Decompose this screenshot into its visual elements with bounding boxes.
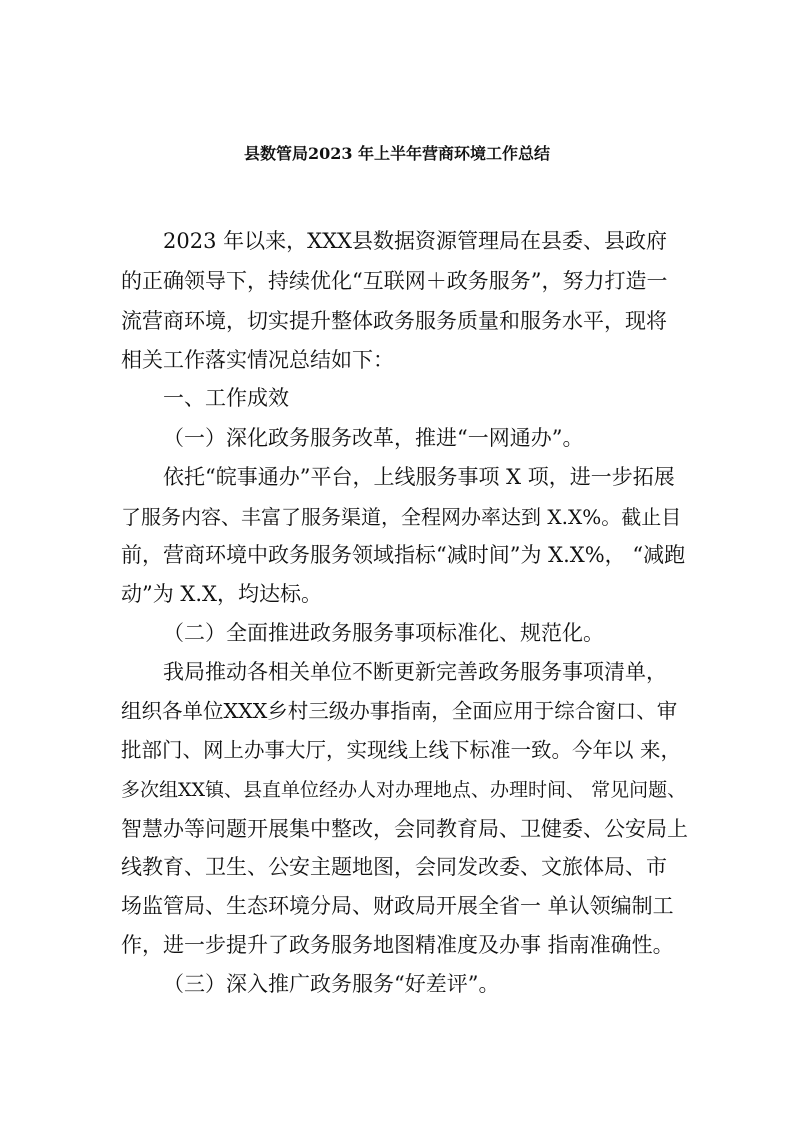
section-heading: 一、工作成效 <box>163 386 289 410</box>
paragraph-line: 动”为 X.X，均达标。 <box>121 582 322 606</box>
subsection-heading: （二）全面推进政务服务事项标准化、规范化。 <box>163 621 604 645</box>
paragraph-line: 组织各单位XXX乡村三级办事指南，全面应用于综合窗口、审 <box>121 699 678 723</box>
paragraph-line: 我局推动各相关单位不断更新完善政务服务事项清单， <box>163 660 667 684</box>
subsection-heading: （三）深入推广政务服务“好差评”。 <box>163 972 500 996</box>
document-title: 县数管局2023 年上半年营商环境工作总结 <box>243 144 551 163</box>
paragraph-line: 智慧办等问题开展集中整改，会同教育局、卫健委、公安局上 <box>121 817 688 841</box>
paragraph-line: 2023 年以来，XXX县数据资源管理局在县委、县政府 <box>163 229 667 253</box>
subsection-heading: （一）深化政务服务改革，推进“一网通办”。 <box>163 426 584 450</box>
paragraph-line: 相关工作落实情况总结如下： <box>121 348 394 372</box>
paragraph-line: 了服务内容、丰富了服务渠道，全程网办率达到 X.X%。截止目 <box>121 505 682 529</box>
paragraph-line: 的正确领导下，持续优化“互联网＋政务服务”，努力打造一 <box>121 269 668 293</box>
paragraph-line: 线教育、卫生、公安主题地图，会同发改委、文旅体局、市 <box>121 855 667 879</box>
paragraph-line: 作，进一步提升了政务服务地图精准度及办事 指南准确性。 <box>121 933 674 957</box>
paragraph-line: 前，营商环境中政务服务领域指标“减时间”为 X.X%， “减跑 <box>121 543 686 567</box>
paragraph-line: 批部门、网上办事大厅，实现线上线下标准一致。今年以 来， <box>121 738 682 762</box>
paragraph-line: 流营商环境，切实提升整体政务服务质量和服务水平，现将 <box>121 309 667 333</box>
paragraph-line: 场监管局、生态环境分局、财政局开展全省一 单认领编制工 <box>121 894 674 918</box>
paragraph-line: 多次组XX镇、县直单位经办人对办理地点、办理时间、 常见问题、 <box>121 779 687 801</box>
paragraph-line: 依托“皖事通办”平台，上线服务事项 X 项，进一步拓展 <box>163 465 675 489</box>
